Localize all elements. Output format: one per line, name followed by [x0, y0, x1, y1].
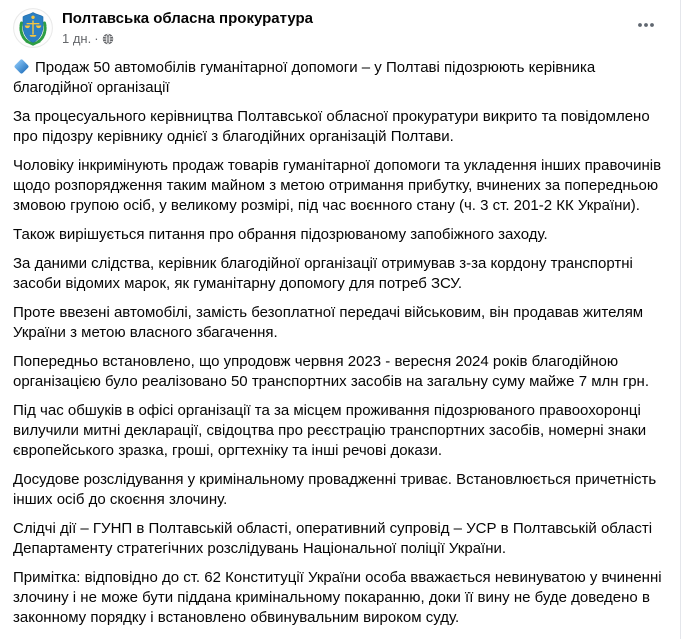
more-options-icon: [636, 15, 656, 38]
post-paragraph: Проте ввезені автомобілі, замість безоплатної передачі військовим, він продавав жителям України з метою власного збагачення.: [13, 304, 644, 341]
post-body: [0, 48, 680, 628]
avatar[interactable]: [13, 8, 53, 48]
post-paragraph: Також вирішується питання про обрання підозрюваному запобіжного заходу.: [13, 226, 548, 243]
prosecutor-emblem-icon: [13, 8, 53, 48]
post-paragraph: За даними слідства, керівник благодійної організації отримував з-за кордону транспортні засоби відомих марок, як гуманітарну допомогу для потреб ЗСУ.: [13, 255, 633, 292]
globe-icon: [102, 33, 114, 45]
header-text-block: [62, 8, 313, 47]
post-paragraph: Під час обшуків в офісі організації та за місцем проживання підозрюваного правоохоронці вилучили митні декларації, свідоцтва про реєстрацію транспортних засобів, номерні знаки європейського зразка, гроші, оргтехніку та інші речові докази.: [13, 402, 647, 459]
post-header: [0, 0, 680, 48]
post-paragraph: Досудове розслідування у кримінальному провадженні триває. Встановлюється причетність інших осіб до скоєння злочину.: [13, 471, 657, 508]
blue-diamond-icon: [14, 59, 30, 75]
post-paragraph: Попередньо встановлено, що упродовж червня 2023 - вересня 2024 років благодійною організацією було реалізовано 50 транспортних засобів на загальну суму майже 7 млн грн.: [13, 353, 649, 390]
post-title-paragraph: [13, 58, 666, 98]
post-title-text: Продаж 50 автомобілів гуманітарної допомоги – у Полтаві підозрюють керівника благодійної організації: [13, 59, 596, 96]
more-options-button[interactable]: [630, 10, 662, 42]
meta-separator: ·: [94, 31, 99, 46]
page-name-link[interactable]: Полтавська обласна прокуратура: [62, 10, 313, 27]
post-paragraph: Чоловіку інкримінують продаж товарів гуманітарної допомоги та укладення інших правочинів щодо розпорядження таким майном з метою отримання прибутку, вчинених за попередньою змовою групою осіб, у великому розмірі, під час воєнного стану (ч. 3 ст. 201-2 КК України).: [13, 157, 662, 214]
post-paragraph: Слідчі дії – ГУНП в Полтавській області, оперативний супровід – УСР в Полтавській області Департаменту стратегічних розслідувань Національної поліції України.: [13, 520, 653, 557]
post-meta: [62, 31, 313, 47]
post-paragraph: За процесуального керівництва Полтавської обласної прокуратури викрито та повідомлено про підозру керівнику однієї з благодійних організацій Полтави.: [13, 108, 650, 145]
post-timestamp[interactable]: 1 дн.: [62, 31, 92, 46]
post-paragraph: Примітка: відповідно до ст. 62 Конституції України особа вважається невинуватою у вчиненні злочину і не може бути піддана кримінальному покаранню, доки її вину не буде доведено в законному порядку і встановлено обвинувальним вироком суду.: [13, 569, 662, 626]
